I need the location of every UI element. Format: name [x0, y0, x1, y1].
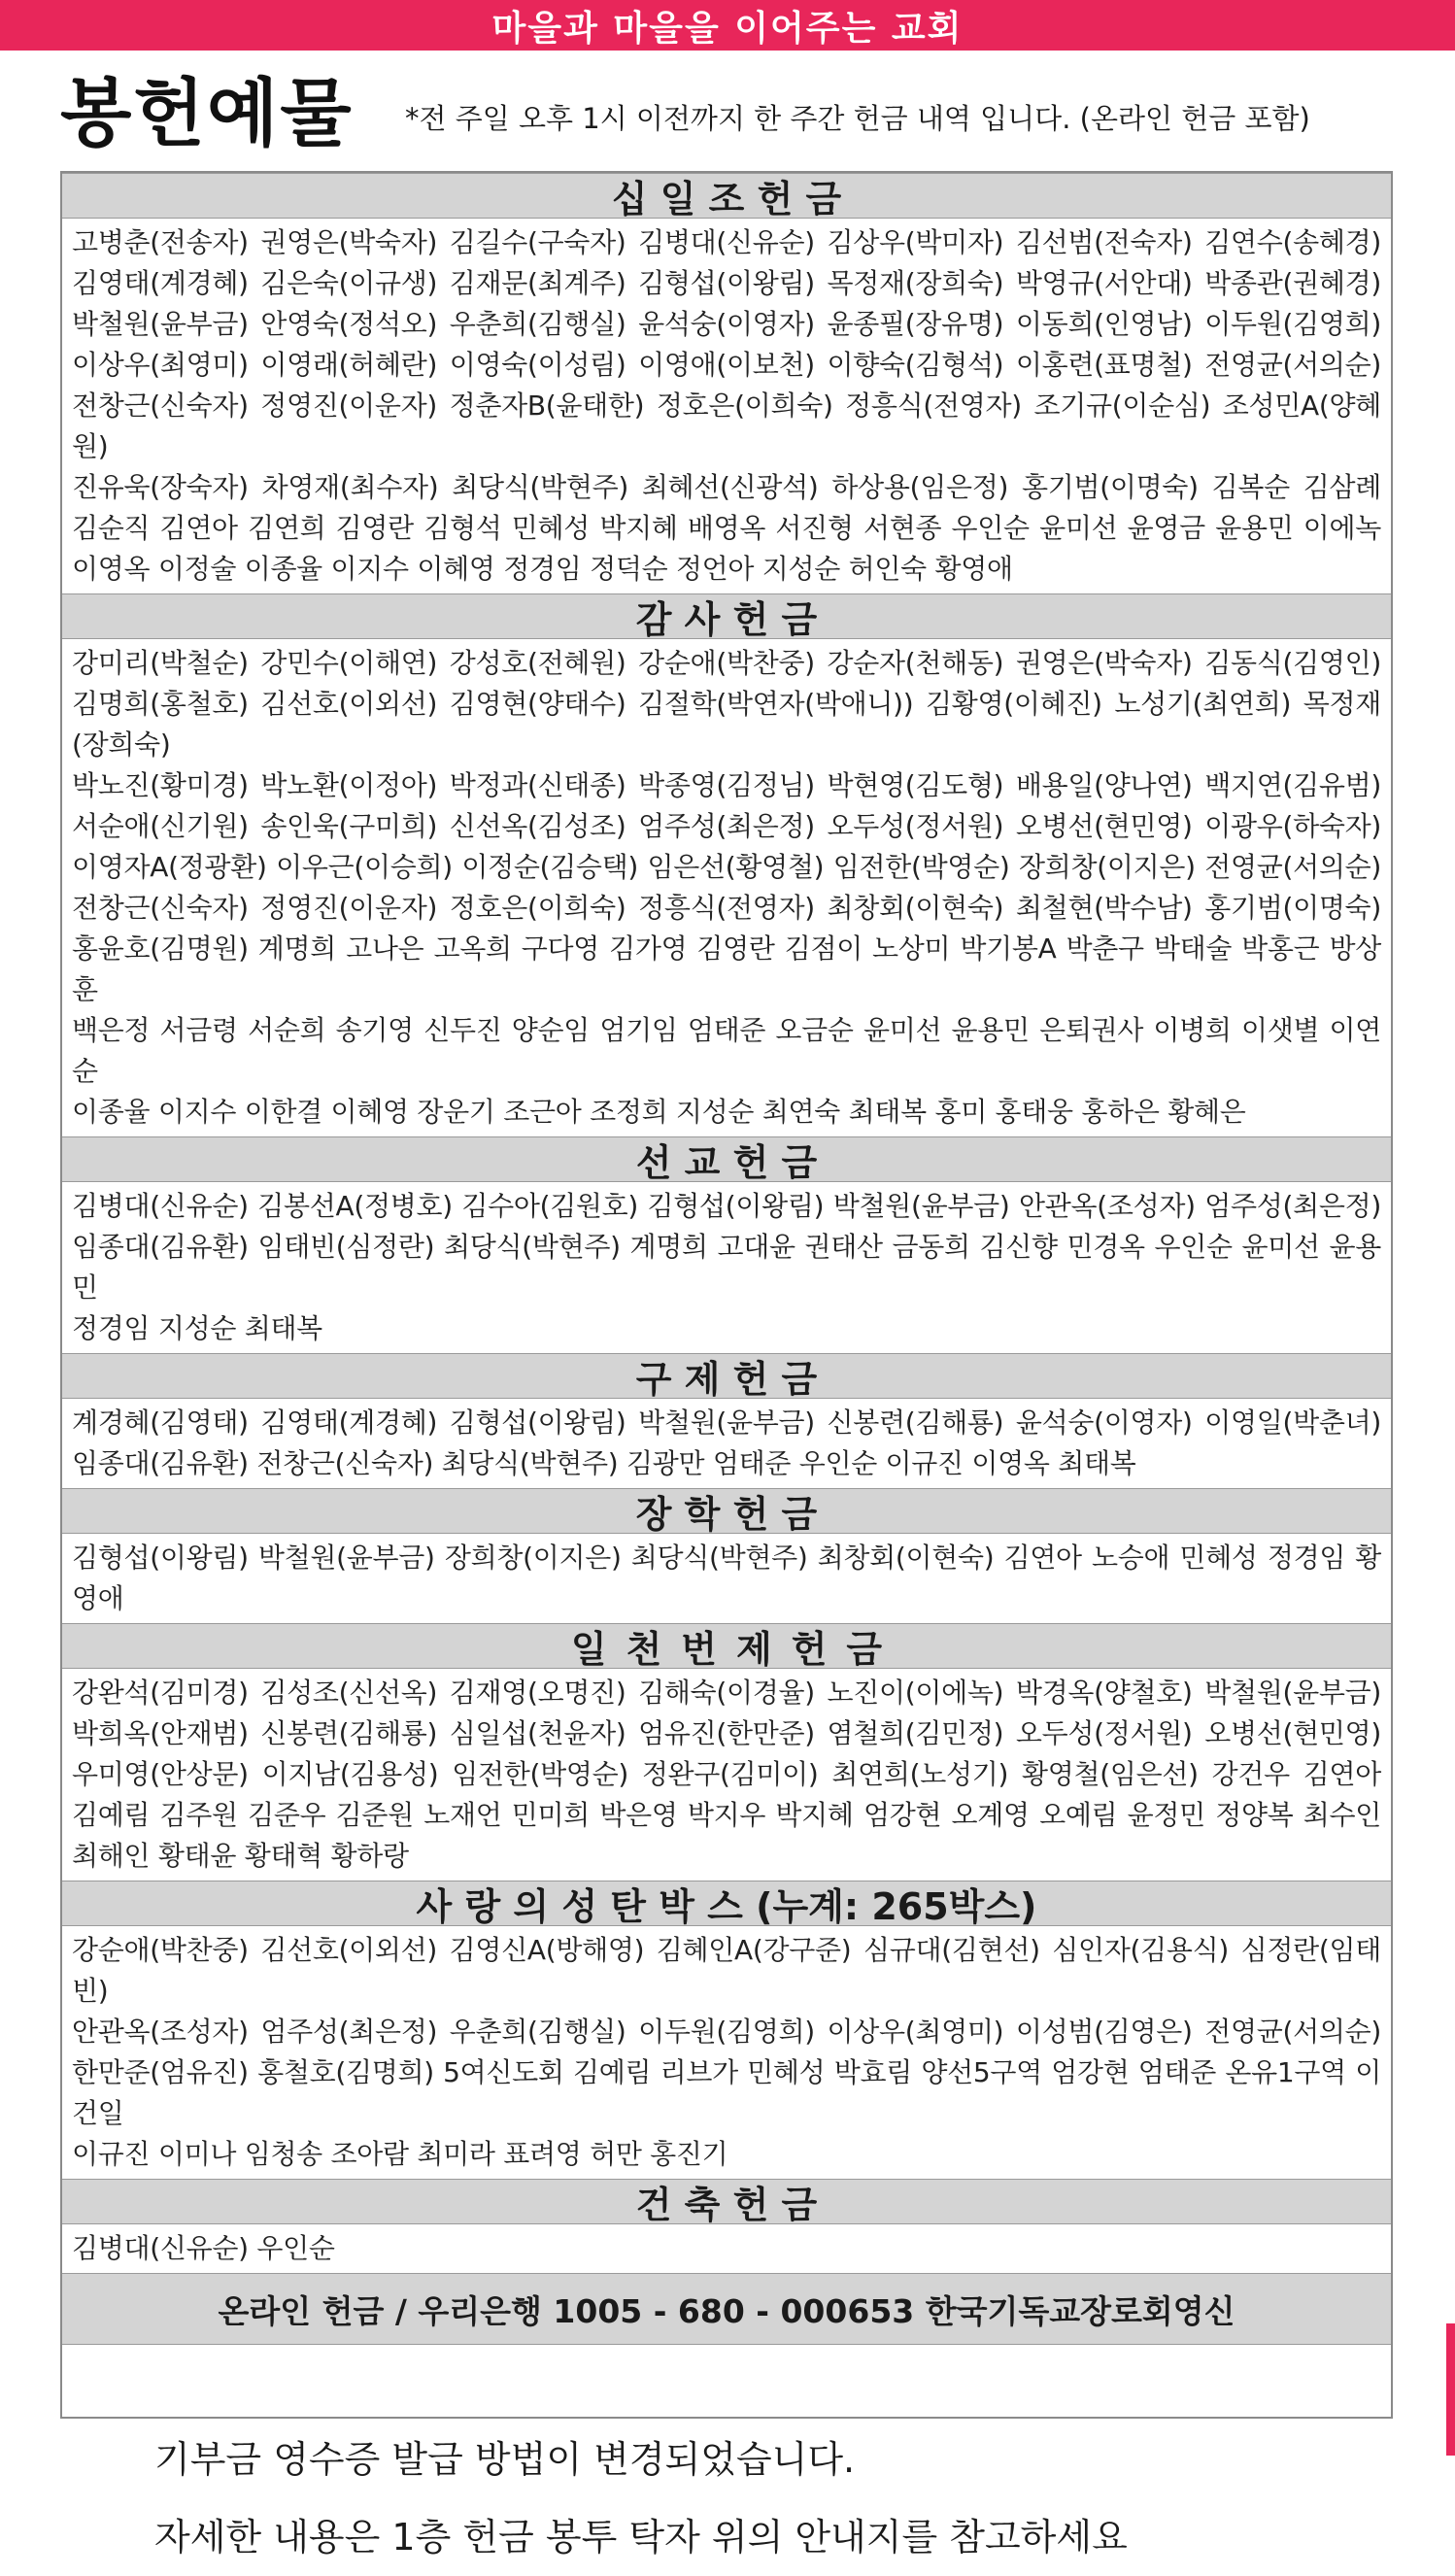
section-title-relief: [62, 1353, 1391, 1399]
donor-line: 강순애(박찬중) 김선호(이외선) 김영신A(방해영) 김혜인A(강구준) 심규대(김현선) 심인자(김용식) 심정란(임태빈): [72, 1934, 1381, 2007]
section-title-text: 선 교 헌 금: [635, 1141, 818, 1184]
donor-line: 최해인 황태윤 황태혁 황하랑: [72, 1840, 409, 1872]
donor-line: 김예림 김주원 김준우 김준원 노재언 민미희 박은영 박지우 박지혜 엄강현 오계영 오예림 윤정민 정양복 최수인: [72, 1799, 1381, 1831]
donor-line: 정경임 지성순 최태복: [72, 1312, 322, 1344]
section-title-text: 십 일 조 헌 금: [611, 178, 842, 220]
header: [60, 60, 1401, 167]
section-title-thousand-offerings: [62, 1623, 1391, 1669]
section-title-scholarship: [62, 1488, 1391, 1534]
donor-list-thousand-offerings: [62, 1669, 1391, 1881]
section-title-christmas-box: [62, 1881, 1391, 1926]
donor-line: 박철원(윤부금) 안영숙(정석오) 우춘희(김행실) 윤석숭(이영자) 윤종필(장유명) 이동희(인영남) 이두원(김영희): [72, 308, 1381, 340]
donor-line: 이종율 이지수 이한결 이혜영 장운기 조근아 조정희 지성순 최연숙 최태복 홍미 홍태웅 홍하은 황혜은: [72, 1096, 1246, 1128]
receipt-notice: [62, 2345, 1391, 2576]
page-title: 봉헌예물: [60, 70, 354, 156]
donor-line: 임종대(김유환) 임태빈(심정란) 최당식(박현주) 계명희 고대윤 권태산 금동희 김신향 민경옥 우인순 윤미선 윤용민: [72, 1231, 1381, 1304]
donor-line: 김병대(신유순) 김봉선A(정병호) 김수아(김원호) 김형섭(이왕림) 박철원(윤부금) 안관옥(조성자) 엄주성(최은정): [72, 1190, 1381, 1222]
accent-bar: [1446, 2323, 1455, 2456]
donor-line: 김영태(계경혜) 김은숙(이규생) 김재문(최계주) 김형섭(이왕림) 목정재(장희숙) 박영규(서안대) 박종관(권혜경): [72, 267, 1381, 299]
donor-line: 박노진(황미경) 박노환(이정아) 박정과(신태종) 박종영(김정님) 박현영(김도형) 배용일(양나연) 백지연(김유범): [72, 769, 1381, 801]
donor-line: 김형섭(이왕림) 박철원(윤부금) 장희창(이지은) 최당식(박현주) 최창회(이현숙) 김연아 노승애 민혜성 정경임 황영애: [72, 1542, 1381, 1614]
section-title-text: 구 제 헌 금: [635, 1358, 818, 1401]
section-title-thanks: [62, 593, 1391, 639]
donor-line: 이규진 이미나 임청송 조아람 최미라 표려영 허만 홍진기: [72, 2138, 728, 2170]
donor-line: 계경혜(김영태) 김영태(계경혜) 김형섭(이왕림) 박철원(윤부금) 신봉련(김해룡) 윤석숭(이영자) 이영일(박춘녀): [72, 1407, 1381, 1439]
section-title-text: 사 랑 의 성 탄 박 스 (누계: 265박스): [416, 1885, 1037, 1928]
section-title-text: 장 학 헌 금: [635, 1493, 818, 1536]
donor-line: 전창근(신숙자) 정영진(이운자) 정춘자B(윤태한) 정호은(이희숙) 정흥식(전영자) 조기규(이순심) 조성민A(양혜원): [72, 390, 1381, 462]
donor-line: 강완석(김미경) 김성조(신선옥) 김재영(오명진) 김해숙(이경율) 노진이(이에녹) 박경옥(양철호) 박철원(윤부금): [72, 1677, 1381, 1709]
donor-line: 서순애(신기원) 송인욱(구미희) 신선옥(김성조) 엄주성(최은정) 오두성(정서원) 오병선(현민영) 이광우(하숙자): [72, 810, 1381, 842]
donor-list-christmas-box: [62, 1926, 1391, 2179]
donor-line: 안관옥(조성자) 엄주성(최은정) 우춘희(김행실) 이두원(김영희) 이상우(최영미) 이성범(김영은) 전영균(서의순): [72, 2016, 1381, 2048]
online-giving-account: 온라인 헌금 / 우리은행 1005 - 680 - 000653 한국기독교장로회영신: [62, 2273, 1391, 2345]
donor-line: 이영자A(정광환) 이우근(이승희) 이정순(김승택) 임은선(황영철) 임전한(박영순) 장희창(이지은) 전영균(서의순): [72, 851, 1381, 883]
donor-line: 우미영(안상문) 이지남(김용성) 임전한(박영순) 정완구(김미이) 최연희(노성기) 황영철(임은선) 강건우 김연아: [72, 1758, 1381, 1790]
donor-list-mission: [62, 1182, 1391, 1353]
donor-line: 강미리(박철순) 강민수(이해연) 강성호(전혜원) 강순애(박찬중) 강순자(천해동) 권영은(박숙자) 김동식(김영인): [72, 647, 1381, 679]
section-title-text: 일천번제헌금: [570, 1628, 902, 1671]
church-banner: 마을과 마을을 이어주는 교회: [0, 0, 1455, 51]
section-title-building: [62, 2179, 1391, 2224]
donor-line: 이영옥 이정술 이종율 이지수 이혜영 정경임 정덕순 정언아 지성순 허인숙 황영애: [72, 553, 1013, 585]
donor-line: 진유욱(장숙자) 차영재(최수자) 최당식(박현주) 최혜선(신광석) 하상용(임은정) 홍기범(이명숙) 김복순 김삼례: [72, 471, 1381, 503]
section-title-text: 건 축 헌 금: [635, 2184, 818, 2226]
offering-board: [60, 171, 1393, 2559]
donor-line: 한만준(엄유진) 홍철호(김명희) 5여신도회 김예림 리브가 민혜성 박효림 양선5구역 엄강현 엄태준 온유1구역 이건일: [72, 2056, 1381, 2129]
donor-list-thanks: [62, 639, 1391, 1136]
donor-line: 박희옥(안재범) 신봉련(김해룡) 심일섭(천윤자) 엄유진(한만준) 염철희(김민정) 오두성(정서원) 오병선(현민영): [72, 1717, 1381, 1749]
notice-line: 기부금 영수증 발급 방법이 변경되었습니다.: [154, 2438, 856, 2481]
donor-line: 고병춘(전송자) 권영은(박숙자) 김길수(구숙자) 김병대(신유순) 김상우(박미자) 김선범(전숙자) 김연수(송혜경): [72, 226, 1381, 258]
section-title-text: 감 사 헌 금: [635, 598, 818, 641]
donor-list-building: [62, 2224, 1391, 2273]
notice-line: 자세한 내용은 1층 헌금 봉투 탁자 위의 안내지를 참고하세요: [154, 2516, 1128, 2559]
donor-line: 김명희(홍철호) 김선호(이외선) 김영현(양태수) 김절학(박연자(박애니)) 김황영(이혜진) 노성기(최연희) 목정재(장희숙): [72, 688, 1381, 761]
donor-line: 임종대(김유환) 전창근(신숙자) 최당식(박현주) 김광만 엄태준 우인순 이규진 이영옥 최태복: [72, 1447, 1136, 1479]
section-title-tithe: [62, 173, 1391, 219]
donor-line: 이상우(최영미) 이영래(허혜란) 이영숙(이성림) 이영애(이보천) 이향숙(김형석) 이홍련(표명철) 전영균(서의순): [72, 349, 1381, 381]
donor-line: 전창근(신숙자) 정영진(이운자) 정호은(이희숙) 정흥식(전영자) 최창회(이현숙) 최철현(박수남) 홍기범(이명숙): [72, 892, 1381, 924]
donor-list-scholarship: [62, 1534, 1391, 1623]
section-title-mission: [62, 1136, 1391, 1182]
donor-line: 홍윤호(김명원) 계명희 고나은 고옥희 구다영 김가영 김영란 김점이 노상미 박기봉A 박춘구 박태술 박홍근 방상훈: [72, 932, 1381, 1005]
donor-line: 김병대(신유순) 우인순: [72, 2232, 335, 2264]
page-note: *전 주일 오후 1시 이전까지 한 주간 헌금 내역 입니다. (온라인 헌금 포함): [405, 102, 1310, 135]
donor-list-relief: [62, 1399, 1391, 1488]
donor-list-tithe: [62, 219, 1391, 593]
donor-line: 김순직 김연아 김연희 김영란 김형석 민혜성 박지혜 배영옥 서진형 서현종 우인순 윤미선 윤영금 윤용민 이에녹: [72, 512, 1381, 544]
donor-line: 백은정 서금령 서순희 송기영 신두진 양순임 엄기임 엄태준 오금순 윤미선 윤용민 은퇴권사 이병희 이샛별 이연순: [72, 1014, 1381, 1087]
